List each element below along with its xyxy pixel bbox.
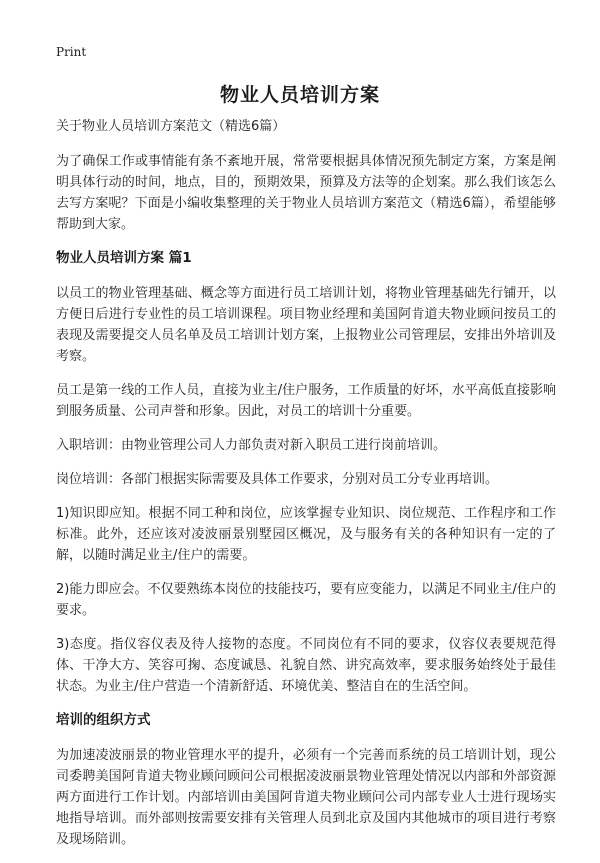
section-heading-2: 培训的组织方式 — [56, 712, 151, 728]
document-subtitle: 关于物业人员培训方案范文（精选6篇） — [56, 119, 286, 134]
page-title: 物业人员培训方案 — [219, 84, 380, 106]
section1-paragraph-4: 岗位培训：各部门根据实际需要及具体工作要求，分别对员工分专业再培训。 — [56, 472, 499, 487]
section1-paragraph-1: 以员工的物业管理基础、概念等方面进行员工培训计划，将物业管理基础先行铺开，以方便日后进行专业性的员工培训课程。项目物业经理和美国阿肯道夫物业顾问按员工的表现及需要提交人员名单及员工培训计划方案，上报物业公司管理层，安排出外培训及考察。 — [56, 286, 556, 364]
section1-paragraph-7: 3)态度。指仪容仪表及待人接物的态度。不同岗位有不同的要求，仪容仪表要规范得体、干净大方、笑容可掬、态度诚恳、礼貌自然、讲究高效率，要求服务始终处于最佳状态。为业主/住户营造一个清新舒适、环境优美、整洁自在的生活空间。 — [56, 637, 556, 694]
section1-paragraph-2: 员工是第一线的工作人员，直接为业主/住户服务，工作质量的好坏，水平高低直接影响到服务质量、公司声誉和形象。因此，对员工的培训十分重要。 — [56, 383, 556, 419]
document-body — [56, 116, 556, 863]
print-link[interactable]: Print — [56, 45, 87, 59]
intro-paragraph: 为了确保工作或事情能有条不紊地开展，常常要根据具体情况预先制定方案，方案是阐明具体行动的时间，地点，目的，预期效果，预算及方法等的企划案。那么我们该怎么去写方案呢？下面是小编收集整理的关于物业人员培训方案范文（精选6篇），希望能够帮助到大家。 — [56, 154, 556, 232]
section2-paragraph-1: 为加速凌波丽景的物业管理水平的提升，必须有一个完善而系统的员工培训计划，现公司委聘美国阿肯道夫物业顾问顾问公司根据凌波丽景物业管理处情况以内部和外部资源两方面进行工作计划。内部培训由美国阿肯道夫物业顾问公司内部专业人士进行现场实地指导培训。而外部则按需要安排有关管理人员到北京及国内其他城市的项目进行考察及现场陪训。 — [56, 748, 556, 847]
section1-paragraph-6: 2)能力即应会。不仅要熟练本岗位的技能技巧，要有应变能力，以满足不同业主/住户的要求。 — [56, 582, 556, 618]
section-heading-1: 物业人员培训方案 篇1 — [56, 250, 192, 266]
section1-paragraph-5: 1)知识即应知。根据不同工种和岗位，应该掌握专业知识、岗位规范、工作程序和工作标准。此外，还应该对凌波丽景别墅园区概况，及与服务有关的各种知识有一定的了解，以随时满足业主/住户的需要。 — [56, 506, 556, 563]
section1-paragraph-3: 入职培训：由物业管理公司人力部负责对新入职员工进行岗前培训。 — [56, 438, 447, 453]
